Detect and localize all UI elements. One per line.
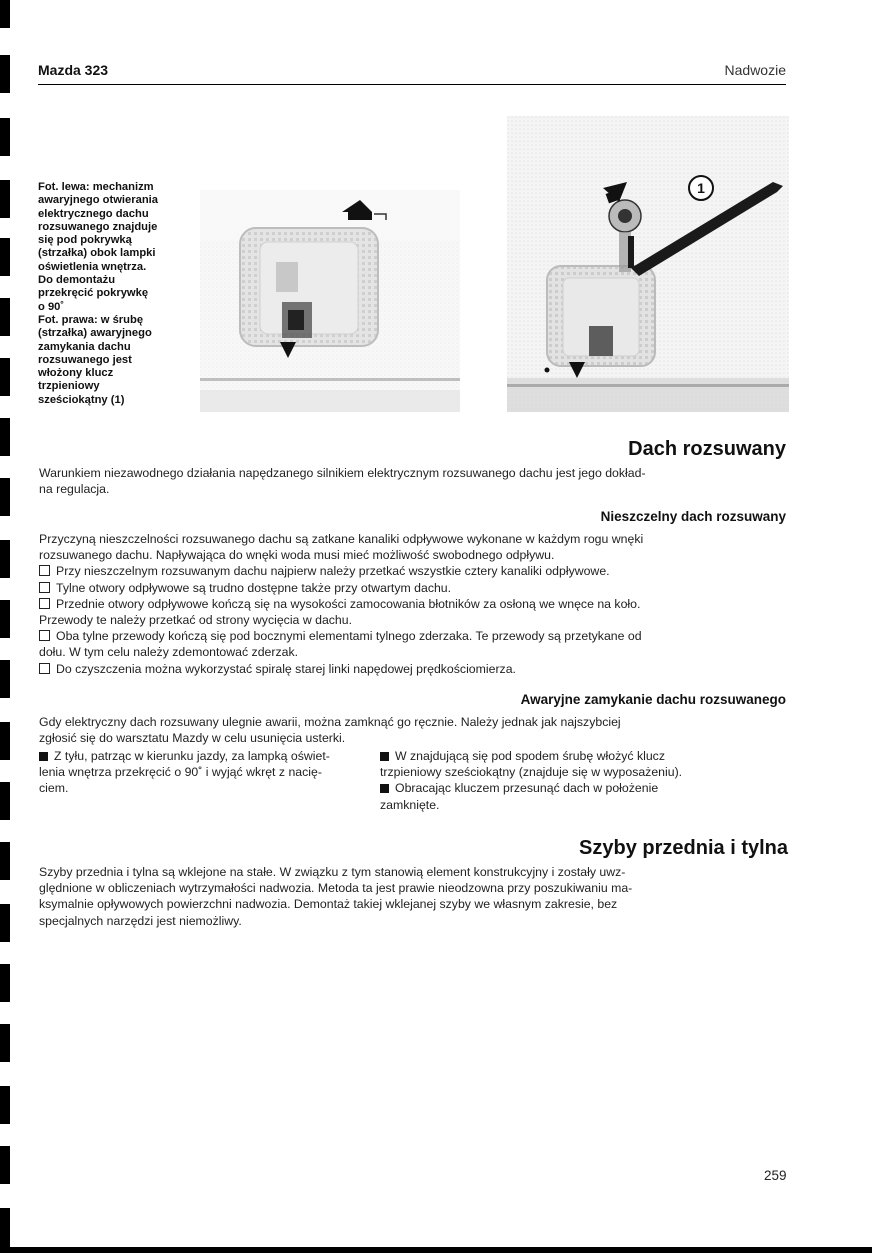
binding-mark	[0, 1208, 10, 1248]
bullet-square-icon	[380, 752, 389, 761]
caption-line: się pod pokrywką	[38, 234, 132, 247]
photo-caption	[38, 181, 178, 407]
checkbox-icon	[39, 630, 50, 641]
caption-line: o 90˚	[38, 300, 65, 313]
caption-line: Fot. prawa: w śrubę	[38, 313, 144, 326]
binding-mark	[0, 904, 10, 942]
text-line: Przewody te należy przetkać od strony wycięcia w dachu.	[39, 613, 353, 628]
text-line: ględnione w obliczeniach wytrzymałości nadwozia. Metoda ta jest prawie nieodzowna przy poszukiwaniu ma-	[39, 881, 633, 896]
binding-mark	[0, 298, 10, 336]
photo-label: 1	[697, 180, 705, 196]
text-line: zgłosić się do warsztatu Mazdy w celu usunięcia usterki.	[39, 731, 346, 746]
page-header	[38, 60, 786, 85]
binding-mark	[0, 1146, 10, 1184]
header-title: Mazda 323	[38, 62, 109, 78]
text-line: Warunkiem niezawodnego działania napędzanego silnikiem elektrycznym rozsuwanego dachu jest jego dokład-	[39, 466, 646, 480]
caption-line: elektrycznego dachu	[38, 207, 149, 220]
caption-line: awaryjnego otwierania	[38, 194, 158, 207]
binding-mark	[0, 358, 10, 396]
windshields-body	[39, 864, 711, 929]
caption-line: sześciokątny (1)	[38, 393, 125, 406]
page-number: 259	[764, 1168, 787, 1183]
binding-mark	[0, 1024, 10, 1062]
binding-mark	[0, 722, 10, 760]
binding-mark	[0, 180, 10, 218]
caption-line: rozsuwanego jest	[38, 353, 132, 366]
caption-line: Fot. lewa: mechanizm	[38, 181, 154, 193]
section-title-emergency-closing: Awaryjne zamykanie dachu rozsuwanego	[520, 692, 786, 707]
binding-mark	[0, 964, 10, 1002]
binding-mark	[0, 842, 10, 880]
binding-mark	[0, 0, 10, 28]
checklist-item: Tylne otwory odpływowe są trudno dostępne także przy otwartym dachu.	[39, 580, 711, 596]
text-line: na regulacja.	[39, 482, 110, 497]
binding-mark	[0, 238, 10, 276]
section-title-sunroof: Dach rozsuwany	[628, 438, 786, 460]
binding-mark	[0, 660, 10, 698]
sunroof-intro	[39, 465, 711, 497]
binding-mark	[0, 478, 10, 516]
caption-line: rozsuwanego znajduje	[38, 220, 158, 233]
text-line: ksymalnie opływowych powierzchni nadwozia. Demontaż takiej wklejanej szyby we własnym zakresie, bez	[39, 897, 618, 912]
checklist-item: Oba tylne przewody kończą się pod bocznymi elementami tylnego zderzaka. Te przewody są przetykane od	[39, 628, 711, 644]
header-section: Nadwozie	[724, 62, 786, 78]
caption-line: (strzałka) awaryjnego	[38, 327, 152, 340]
photo-hex-key	[507, 116, 789, 412]
checklist-item: Przy nieszczelnym rozsuwanym dachu najpierw należy przetkać wszystkie cztery kanaliki odpływowe.	[39, 563, 711, 579]
bottom-rule	[0, 1247, 872, 1253]
emergency-step-left: Z tyłu, patrząc w kierunku jazdy, za lampką oświet- lenia wnętrza przekręcić o 90˚ i wyjąć wkręt z nacię- ciem.	[39, 749, 330, 796]
emergency-step-right: W znajdującą się pod spodem śrubę włożyć klucz trzpieniowy sześciokątny (znajduje się w wyposażeniu). Obracając kluczem przesunąć dach w położenie zamknięte.	[380, 749, 683, 812]
binding-mark	[0, 418, 10, 456]
photo-interior-lamp	[200, 190, 460, 412]
emergency-closing-intro	[39, 714, 711, 746]
text-line: specjalnych narzędzi jest niemożliwy.	[39, 913, 242, 928]
caption-line: włożony klucz	[38, 367, 114, 380]
text-line: Szyby przednia i tylna są wklejone na stałe. W związku z tym stanowią element konstrukcyjny i zostały uwz-	[39, 865, 626, 879]
binding-mark	[0, 782, 10, 820]
caption-line: zamykania dachu	[38, 340, 131, 353]
section-title-windshields: Szyby przednia i tylna	[579, 837, 788, 859]
binding-mark	[0, 55, 10, 93]
caption-line: przekręcić pokrywkę	[38, 287, 149, 300]
caption-line: Do demontażu	[38, 274, 116, 287]
bullet-square-icon	[39, 752, 48, 761]
binding-mark	[0, 1086, 10, 1124]
checkbox-icon	[39, 663, 50, 674]
checkbox-icon	[39, 582, 50, 593]
checkbox-icon	[39, 565, 50, 576]
binding-mark	[0, 118, 10, 156]
caption-line: (strzałka) obok lampki	[38, 247, 156, 260]
text-line: rozsuwanego dachu. Napływająca do wnęki woda musi mieć możliwość swobodnego odpływu.	[39, 548, 555, 563]
checklist-item: Przednie otwory odpływowe kończą się na wysokości zamocowania błotników za osłoną we wnęce na koło.	[39, 596, 711, 612]
text-line: Gdy elektryczny dach rozsuwany ulegnie awarii, można zamknąć go ręcznie. Należy jednak jak najszybciej	[39, 715, 621, 729]
bullet-square-icon	[380, 784, 389, 793]
checkbox-icon	[39, 598, 50, 609]
binding-mark	[0, 600, 10, 638]
caption-line: trzpieniowy	[38, 380, 100, 393]
checklist-item: Do czyszczenia można wykorzystać spiralę starej linki napędowej prędkościomierza.	[39, 661, 711, 677]
binding-mark	[0, 540, 10, 578]
text-line: dołu. W tym celu należy zdemontować zderzak.	[39, 645, 299, 660]
leaking-sunroof-body	[39, 531, 711, 677]
section-title-leaking-sunroof: Nieszczelny dach rozsuwany	[600, 509, 786, 524]
text-line: Przyczyną nieszczelności rozsuwanego dachu są zatkane kanaliki odpływowe wykonane w każdym rogu wnęki	[39, 532, 644, 546]
caption-line: oświetlenia wnętrza.	[38, 260, 147, 273]
